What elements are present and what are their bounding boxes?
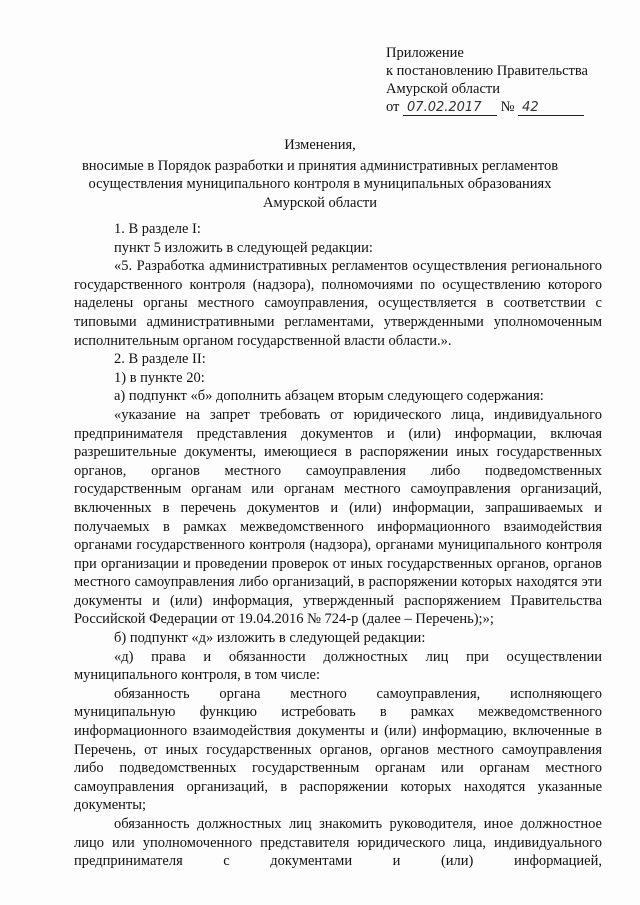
body-paragraph: обязанность органа местного самоуправления, исполняющего муниципальную функцию истребовать в рамках межведомственного информационного взаимодействия документы и (или) информацию, включенные в Перечень, от иных государственных органов, органов местного самоуправления либо подведомственных государственным органам или органам местного самоуправления организаций, в распоряжении которых находятся указанные документы; [74, 685, 602, 814]
title-line-2: осуществления муниципального контроля в муниципальных образованиях [88, 176, 552, 192]
title-line-3: Амурской области [263, 194, 377, 211]
title-main: Изменения, [284, 137, 356, 153]
appendix-header [386, 44, 588, 116]
title-line-1: вносимые в Порядок разработки и принятия административных регламентов [81, 157, 559, 174]
body-paragraph: 1. В разделе I: [114, 221, 201, 237]
body-paragraph: «5. Разработка административных регламентов осуществления регионального государственного контроля (надзора), полномочиями по осуществлению которого наделены органы местного самоуправления, осуществляется в соответствии с типовыми административными регламентами, утвержденными уполномоченным исполнительным органом государственной власти области.». [74, 258, 602, 349]
body-paragraph: пункт 5 изложить в следующей редакции: [114, 239, 373, 256]
body-paragraph: «указание на запрет требовать от юридического лица, индивидуального предпринимателя представления документов и (или) информации, включая разрешительные документы, имеющиеся в распоряжении иных государственных органов, органов местного самоуправления либо подведомственных государственным органам или органам местного самоуправления организаций, включенных в перечень документов и (или) информации, запрашиваемых и получаемых в рамках межведомственного информационного взаимодействия органами государственного контроля (надзора), органами муниципального контроля при организации и проведении проверок от иных государственных органов, органов местного самоуправления либо организаций, в распоряжении которых находятся эти документы и (или) информация, утвержденный распоряжением Правительства Российской Федерации от 19.04.2016 № 724-р (далее – Перечень);»; [74, 406, 602, 628]
body-paragraph: обязанность должностных лиц знакомить руководителя, иное должностное лицо или уполномоченного представителя юридического лица, индивидуального предпринимателя с документами и (или) информацией, [74, 816, 602, 870]
body-paragraph: б) подпункт «д» изложить в следующей редакции: [114, 630, 426, 647]
appendix-region: Амурской области [386, 81, 500, 97]
body-paragraph: «д) права и обязанности должностных лиц при осуществлении муниципального контроля, в том числе: [74, 648, 602, 684]
handwritten-number: 42 [518, 101, 584, 116]
body-paragraph: 2. В разделе II: [114, 351, 206, 368]
handwritten-date: 07.02.2017 [403, 101, 497, 116]
appendix-label: Приложение [386, 45, 464, 61]
body-paragraph: 1) в пункте 20: [114, 369, 205, 386]
number-sign: № [500, 99, 515, 115]
appendix-reference: к постановлению Правительства [386, 63, 588, 79]
date-prefix: от [386, 99, 400, 115]
appendix-date-line [386, 98, 588, 116]
document-body [74, 220, 602, 871]
document-title [60, 136, 580, 212]
body-paragraph: а) подпункт «б» дополнить абзацем вторым следующего содержания: [114, 388, 544, 405]
